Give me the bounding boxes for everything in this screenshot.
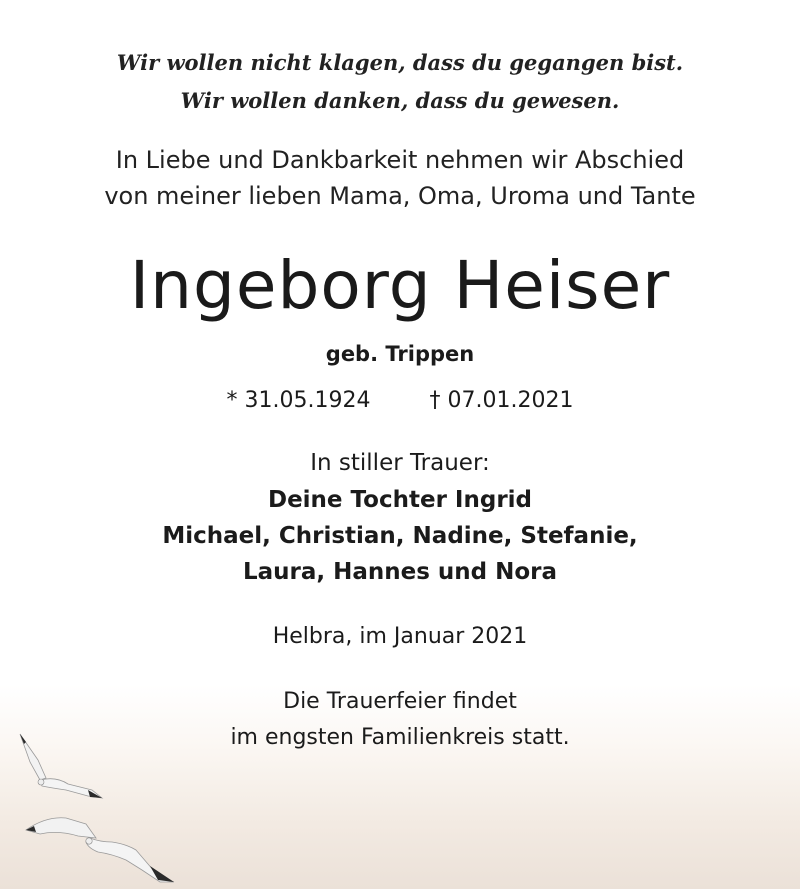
deceased-name: Ingeborg Heiser	[129, 247, 671, 324]
intro-line-1: In Liebe und Dankbarkeit nehmen wir Abschied	[115, 146, 685, 174]
death-date: † 07.01.2021	[429, 388, 574, 413]
gull-upper	[20, 734, 102, 798]
intro	[0, 142, 800, 214]
motto-line-1: Wir wollen nicht klagen, dass du gegangen bist.	[116, 50, 684, 75]
birth-date: * 31.05.1924	[226, 388, 371, 413]
intro-line-2: von meiner lieben Mama, Oma, Uroma und Tante	[104, 182, 696, 210]
mourner-line: Deine Tochter Ingrid	[267, 487, 533, 513]
mourner-line: Laura, Hannes und Nora	[242, 559, 558, 585]
life-dates	[0, 388, 800, 413]
mourning-label: In stiller Trauer:	[310, 450, 490, 476]
maiden-name: geb. Trippen	[325, 342, 475, 366]
place-date: Helbra, im Januar 2021	[272, 624, 528, 649]
ceremony-line-1: Die Trauerfeier findet	[283, 689, 517, 714]
mourners-list	[0, 482, 800, 590]
motto-line-2: Wir wollen danken, dass du gewesen.	[180, 88, 620, 113]
ceremony-line-2: im engsten Familienkreis statt.	[230, 725, 570, 750]
gull-lower	[26, 818, 174, 882]
mourner-line: Michael, Christian, Nadine, Stefanie,	[162, 523, 638, 549]
seagulls-icon	[0, 720, 220, 889]
motto	[0, 44, 800, 120]
